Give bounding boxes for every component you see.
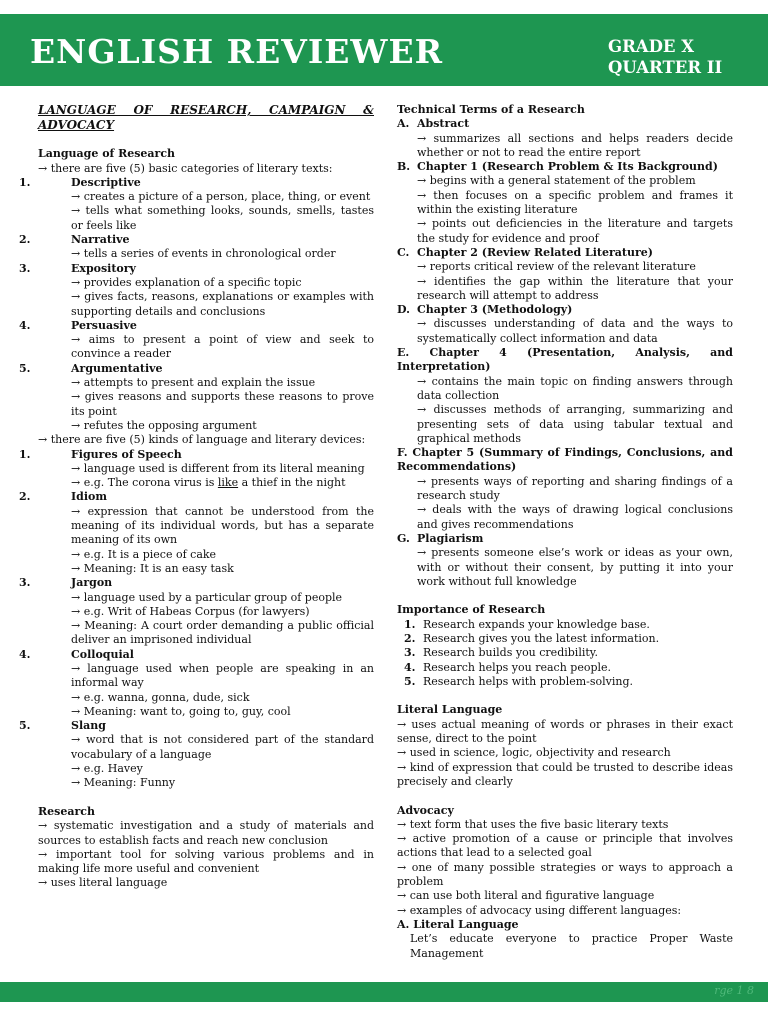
term-line: → then focuses on a specific problem and frames it within the existing literature: [417, 188, 733, 217]
research-line: → uses literal language: [38, 876, 168, 890]
term-name: F. Chapter 5 (Summary of Findings, Conclusions, and Recommendations): [397, 446, 733, 474]
literal-line: → used in science, logic, objectivity and research: [397, 746, 671, 760]
kinds-list: [19, 447, 374, 791]
kind-name: Figures of Speech: [71, 447, 182, 461]
term-line: → presents someone else’s work or ideas as your own, with or without their consent, by putting it into your work without full knowledge: [417, 546, 733, 588]
category-line: → creates a picture of a person, place, thing, or event: [71, 190, 371, 204]
advocacy-line: → can use both literal and figurative language: [397, 889, 655, 903]
category-line: → provides explanation of a specific topic: [71, 275, 302, 289]
advocacy-item-text: Let’s educate everyone to practice Proper Waste Management: [410, 932, 733, 960]
header-banner: [0, 14, 768, 86]
category-item: 1. Descriptive → creates a picture of a person, place, thing, or event → tells what something looks, sounds, smells, tastes or feels like: [19, 175, 374, 232]
category-line: → tells what something looks, sounds, smells, tastes or feels like: [71, 204, 374, 232]
kinds-intro: → there are five (5) kinds of language and literary devices:: [38, 433, 366, 447]
term-item: B. Chapter 1 (Research Problem & Its Background) → begins with a general statement of the problem → then focuses on a specific problem and frames it within the existing literature → points out deficiencies in the literature and targets the study for evidence and proof: [397, 160, 733, 245]
term-item: C. Chapter 2 (Review Related Literature) → reports critical review of the relevant literature → identifies the gap within the literature that your research will attempt to address: [397, 245, 733, 302]
term-item: G. Plagiarism → presents someone else’s work or ideas as your own, with or without their consent, by putting it into your work without full knowledge: [397, 531, 733, 588]
importance-item: 1. Research expands your knowledge base.: [404, 617, 650, 631]
category-name: Descriptive: [71, 175, 141, 189]
kind-line: → expression that cannot be understood from the meaning of its individual words, but has a separate meaning of its own: [71, 504, 374, 547]
category-line: → attempts to present and explain the issue: [71, 376, 316, 390]
right-column: [397, 103, 733, 961]
category-item: 3. Expository → provides explanation of a specific topic → gives facts, reasons, explanations or examples with supporting details and conclusions: [19, 261, 374, 318]
term-line: → begins with a general statement of the problem: [417, 174, 696, 188]
research-line: → important tool for solving various problems and in making life more useful and convenient: [38, 847, 374, 876]
term-name: Chapter 1 (Research Problem & Its Background): [417, 160, 718, 174]
kind-line: → Meaning: It is an easy task: [71, 561, 234, 575]
advocacy-line: → examples of advocacy using different languages:: [397, 903, 682, 917]
kind-line: → language used is different from its literal meaning: [71, 461, 365, 475]
category-item: 5. Argumentative → attempts to present and explain the issue → gives reasons and supports these reasons to prove its point → refutes the opposing argument: [19, 361, 374, 432]
research-line: → systematic investigation and a study of materials and sources to establish facts and reach new conclusion: [38, 819, 374, 847]
term-item: D. Chapter 3 (Methodology) → discusses understanding of data and the ways to systematically collect information and data: [397, 303, 733, 345]
category-name: Argumentative: [71, 361, 163, 375]
term-item: A. Abstract → summarizes all sections and helps readers decide whether or not to read the entire report: [397, 117, 733, 159]
term-line: → summarizes all sections and helps readers decide whether or not to read the entire report: [417, 131, 733, 159]
kind-name: Idiom: [71, 490, 107, 504]
category-name: Persuasive: [71, 318, 137, 332]
page-number: rge 1 8: [714, 984, 754, 997]
kind-line: → e.g. It is a piece of cake: [71, 547, 217, 561]
advocacy-heading: Advocacy: [397, 803, 454, 817]
term-name: E. Chapter 4 (Presentation, Analysis, and Interpretation): [397, 346, 733, 374]
advocacy-item-name: A. Literal Language: [397, 917, 519, 931]
kind-line: → Meaning: Funny: [71, 776, 176, 790]
literal-line: → kind of expression that could be trusted to describe ideas precisely and clearly: [397, 760, 733, 788]
term-name: Abstract: [417, 117, 470, 131]
advocacy-line: → text form that uses the five basic literary texts: [397, 817, 669, 831]
language-of-research-heading: Language of Research: [38, 147, 176, 161]
term-line: → reports critical review of the relevant literature: [417, 260, 696, 274]
kind-line: → Meaning: A court order demanding a public official deliver an imprisoned individual: [71, 619, 374, 647]
term-line: → discusses methods of arranging, summarizing and presenting sets of data using tabular textual and graphical methods: [417, 403, 733, 445]
category-item: 2. Narrative → tells a series of events in chronological order: [38, 233, 374, 262]
kind-example: → e.g. The corona virus is like a thief in the night: [71, 476, 346, 490]
underlined-word: like: [217, 476, 239, 490]
importance-item: 2. Research gives you the latest information.: [404, 631, 660, 645]
category-name: Expository: [71, 261, 136, 275]
term-name: Chapter 3 (Methodology): [417, 303, 573, 317]
kind-item: 3. Jargon → language used by a particular group of people → e.g. Writ of Habeas Corpus (for lawyers) → Meaning: A court order demanding a public official deliver an imprisoned individual: [19, 576, 374, 647]
kind-name: Colloquial: [71, 647, 134, 661]
term-line: → points out deficiencies in the literature and targets the study for evidence and proof: [417, 217, 733, 245]
category-item: 4. Persuasive → aims to present a point of view and seek to convince a reader: [19, 318, 374, 361]
term-line: → presents ways of reporting and sharing findings of a research study: [417, 474, 733, 503]
term-line: → identifies the gap within the literature that your research will attempt to address: [417, 274, 733, 302]
kind-name: Jargon: [71, 576, 113, 590]
term-name: Chapter 2 (Review Related Literature): [417, 245, 654, 259]
kind-item: 1. Figures of Speech → language used is different from its literal meaning → e.g. The corona virus is like a thief in the night: [38, 448, 374, 491]
kind-line: → e.g. Havey: [71, 762, 143, 776]
footer-bar: [0, 982, 768, 1002]
category-line: → gives reasons and supports these reasons to prove its point: [71, 390, 374, 418]
kind-line: → e.g. wanna, gonna, dude, sick: [71, 690, 250, 704]
term-name: Plagiarism: [417, 531, 484, 545]
advocacy-line: → one of many possible strategies or ways to approach a problem: [397, 860, 733, 889]
kind-line: → language used by a particular group of people: [71, 590, 343, 604]
term-item: [397, 446, 733, 532]
kind-line: → word that is not considered part of the standard vocabulary of a language: [71, 733, 374, 761]
kind-item: 4. Colloquial → language used when people are speaking in an informal way → e.g. wanna, gonna, dude, sick → Meaning: want to, going to, guy, cool: [19, 647, 374, 718]
categories-intro: → there are five (5) basic categories of literary texts:: [38, 161, 333, 175]
term-item: [397, 346, 733, 446]
literal-language-heading: Literal Language: [397, 703, 503, 717]
category-line: → refutes the opposing argument: [71, 418, 257, 432]
importance-item: 4. Research helps you reach people.: [404, 660, 612, 674]
importance-heading: Importance of Research: [397, 603, 546, 617]
term-line: → discusses understanding of data and the ways to systematically collect information and data: [417, 317, 733, 345]
importance-item: 3. Research builds you credibility.: [404, 646, 599, 660]
document-title: ENGLISH REVIEWER: [30, 32, 444, 71]
section-title: LANGUAGE OF RESEARCH, CAMPAIGN & ADVOCACY: [38, 103, 374, 132]
term-line: → contains the main topic on finding answers through data collection: [417, 374, 733, 402]
category-line: → aims to present a point of view and seek to convince a reader: [71, 333, 374, 361]
term-line: → deals with the ways of drawing logical conclusions and gives recommendations: [417, 503, 733, 531]
categories-list: [19, 175, 374, 433]
kind-item: 5. Slang → word that is not considered part of the standard vocabulary of a language → e.g. Havey → Meaning: Funny: [19, 719, 374, 790]
category-line: → gives facts, reasons, explanations or examples with supporting details and conclusions: [71, 290, 374, 318]
grade-quarter: [608, 36, 722, 78]
kind-line: → Meaning: want to, going to, guy, cool: [71, 704, 291, 718]
kind-item: 2. Idiom → expression that cannot be understood from the meaning of its individual words, but has a separate meaning of its own → e.g. It is a piece of cake → Meaning: It is an easy task: [19, 490, 374, 575]
kind-name: Slang: [71, 719, 106, 733]
category-line: → tells a series of events in chronological order: [71, 247, 336, 261]
importance-list: [397, 618, 733, 689]
advocacy-line: → active promotion of a cause or principle that involves actions that lead to a selected goal: [397, 832, 733, 860]
technical-terms-heading: Technical Terms of a Research: [397, 103, 585, 116]
kind-line: → language used when people are speaking in an informal way: [71, 661, 374, 690]
literal-line: → uses actual meaning of words or phrases in their exact sense, direct to the point: [397, 717, 733, 746]
quarter-label: QUARTER II: [608, 58, 723, 77]
left-column: [19, 103, 374, 891]
kind-line: → e.g. Writ of Habeas Corpus (for lawyers): [71, 604, 310, 618]
importance-item: 5. Research helps with problem-solving.: [404, 674, 634, 688]
grade-label: GRADE X: [608, 37, 695, 56]
research-heading: Research: [38, 804, 95, 818]
category-name: Narrative: [71, 233, 130, 247]
